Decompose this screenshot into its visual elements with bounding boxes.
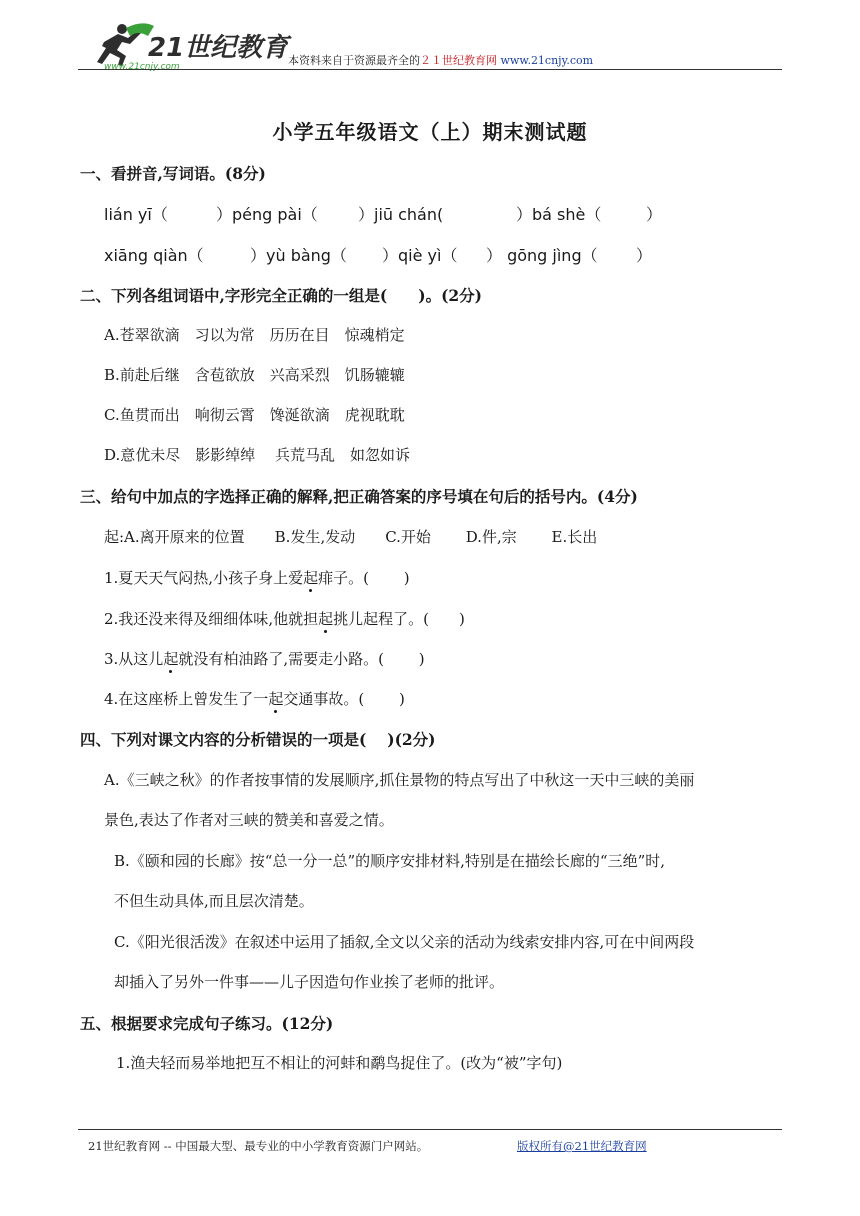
dotted-char: 起 bbox=[303, 569, 319, 587]
question-3-1 bbox=[104, 567, 410, 588]
question-3-3 bbox=[104, 648, 425, 669]
footer-text: 21世纪教育网 -- 中国最大型、最专业的中小学教育资源门户网站。 bbox=[88, 1139, 429, 1153]
pinyin-item: ） gōng jìng（ bbox=[486, 246, 598, 265]
pinyin-row-1 bbox=[0, 202, 860, 226]
pinyin-item: ）qiè yì（ bbox=[382, 246, 458, 265]
q-text: 4.在这座桥上曾发生了一 bbox=[104, 690, 269, 708]
q-text: 挑儿起程了。( ) bbox=[333, 610, 465, 628]
pinyin-item: ）yù bàng（ bbox=[250, 246, 347, 265]
pinyin-item: ）péng pài（ bbox=[216, 205, 318, 224]
question-3-2 bbox=[104, 608, 465, 629]
option-d: D.意优未尽 影影绰绰 兵荒马乱 如忽如诉 bbox=[104, 446, 411, 464]
analysis-a-line-1: A.《三峡之秋》的作者按事情的发展顺序,抓住景物的特点写出了中秋这一天中三峡的美丽 bbox=[104, 771, 695, 789]
site-logo bbox=[84, 20, 289, 72]
option-a: A.苍翠欲滴 习以为常 历历在目 惊魂梢定 bbox=[104, 326, 405, 344]
dotted-char: 起 bbox=[268, 690, 284, 708]
page-title: 小学五年级语文（上）期末测试题 bbox=[272, 120, 588, 144]
logo-url: www.21cnjy.com bbox=[104, 62, 180, 72]
q-text: 2.我还没来得及细细体味,他就担 bbox=[104, 610, 319, 628]
analysis-c-line-1: C.《阳光很活泼》在叙述中运用了插叙,全文以父亲的活动为线索安排内容,可在中间两段 bbox=[114, 933, 695, 951]
analysis-b-line-1: B.《颐和园的长廊》按“总一分一总”的顺序安排材料,特别是在描绘长廊的“三绝”时, bbox=[114, 852, 666, 870]
section-3-heading: 三、给句中加点的字选择正确的解释,把正确答案的序号填在句后的括号内。(4分) bbox=[80, 487, 638, 506]
section-1-heading: 一、看拼音,写词语。(8分) bbox=[80, 164, 266, 183]
analysis-c-line-2: 却插入了另外一件事——儿子因造句作业挨了老师的批评。 bbox=[114, 973, 505, 991]
q-text: 3.从这儿 bbox=[104, 650, 164, 668]
question-5-1: 1.渔夫轻而易举地把互不相让的河蚌和鹬鸟捉住了。(改为“被”字句) bbox=[116, 1054, 563, 1072]
copyright-link[interactable]: 版权所有@21世纪教育网 bbox=[517, 1139, 647, 1153]
dotted-char: 起 bbox=[163, 650, 179, 668]
section-2-heading: 二、下列各组词语中,字形完全正确的一组是( )。(2分) bbox=[80, 286, 483, 305]
option-c: C.鱼贯而出 响彻云霄 馋涎欲滴 虎视耽耽 bbox=[104, 406, 405, 424]
section-5-heading: 五、根据要求完成句子练习。(12分) bbox=[80, 1014, 334, 1033]
header-url-link[interactable]: www.21cnjy.com bbox=[500, 54, 594, 67]
q-text: 痱子。( ) bbox=[318, 569, 410, 587]
pinyin-item: ） bbox=[636, 246, 653, 265]
q-text: 交通事故。( ) bbox=[283, 690, 405, 708]
pinyin-item: ）bá shè（ bbox=[516, 205, 602, 224]
logo-text: 21世纪教育 bbox=[148, 33, 289, 63]
analysis-a-line-2: 景色,表达了作者对三峡的赞美和喜爱之情。 bbox=[104, 811, 394, 829]
q-text: 就没有柏油路了,需要走小路。( ) bbox=[178, 650, 425, 668]
pinyin-row-2 bbox=[0, 243, 860, 267]
header-divider bbox=[78, 69, 782, 70]
pinyin-item: ）jiū chán( bbox=[358, 205, 444, 224]
definitions-line: 起:A.离开原来的位置 B.发生,发动 C.开始 D.件,宗 E.长出 bbox=[104, 528, 598, 546]
q-text: 1.夏天天气闷热,小孩子身上爱 bbox=[104, 569, 304, 587]
question-3-4 bbox=[104, 688, 405, 709]
pinyin-item: ） bbox=[646, 205, 663, 224]
header-note bbox=[288, 52, 593, 68]
footer-divider bbox=[78, 1129, 782, 1130]
option-b: B.前赴后继 含苞欲放 兴高采烈 饥肠辘辘 bbox=[104, 366, 405, 384]
dotted-char: 起 bbox=[318, 610, 334, 628]
section-4-heading: 四、下列对课文内容的分析错误的一项是( )(2分) bbox=[80, 730, 436, 749]
analysis-b-line-2: 不但生动具体,而且层次清楚。 bbox=[114, 892, 314, 910]
pinyin-item: xiāng qiàn（ bbox=[104, 246, 204, 265]
header-brand-link[interactable]: ２１世纪教育网 bbox=[420, 54, 497, 67]
header-note-prefix: 本资料来自于资源最齐全的 bbox=[288, 54, 420, 67]
pinyin-item: lián yī（ bbox=[104, 205, 168, 224]
